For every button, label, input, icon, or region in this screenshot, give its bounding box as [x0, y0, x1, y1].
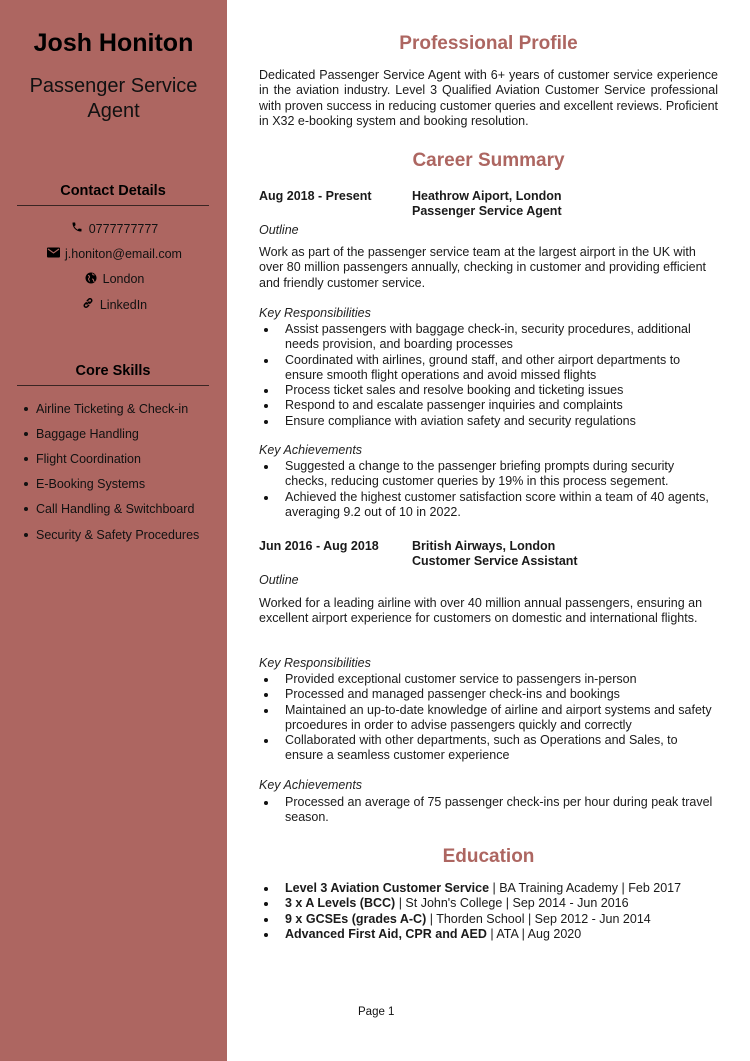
- education-list: [259, 881, 718, 942]
- education-item: [259, 881, 718, 896]
- envelope-icon: [45, 247, 61, 261]
- contact-list: [0, 216, 227, 317]
- profile-text: Dedicated Passenger Service Agent with 6+ years of customer service experience in the aviation industry. Level 3 Qualified Aviation Customer Service professional with proven success in reducing customer queries and excellent reviews. Proficient in X32 e-booking system and booking resolution.: [259, 68, 718, 128]
- page-number: Page 1: [358, 1006, 395, 1018]
- outline-label: Outline: [259, 573, 299, 587]
- skill-item: E-Booking Systems: [24, 472, 224, 497]
- sidebar: [0, 0, 227, 1061]
- job-header: [259, 539, 718, 570]
- skills-heading: Core Skills: [17, 363, 209, 386]
- list-item: Processed and managed passenger check-ins and bookings: [259, 687, 718, 702]
- contact-phone: [0, 216, 227, 241]
- contact-linkedin-text: LinkedIn: [99, 297, 148, 312]
- globe-icon: [83, 272, 99, 287]
- job-employer: Heathrow Aiport, London: [412, 189, 562, 203]
- list-item: Processed an average of 75 passenger check-ins per hour during peak travel season.: [259, 795, 718, 826]
- education-qualification: Level 3 Aviation Customer Service: [285, 881, 490, 895]
- contact-phone-text: 0777777777: [88, 221, 159, 236]
- outline-label: Outline: [259, 223, 299, 237]
- education-qualification: 9 x GCSEs (grades A-C): [285, 911, 427, 926]
- education-qualification: Advanced First Aid, CPR and AED: [285, 926, 487, 941]
- contact-location: [0, 267, 227, 292]
- achievements-list: [259, 795, 718, 826]
- list-item: Achieved the highest customer satisfaction score within a team of 40 agents, averaging 9.2 out of 10 in 2022.: [259, 490, 718, 521]
- education-qualification: 3 x A Levels (BCC): [285, 896, 396, 911]
- list-item: Assist passengers with baggage check-in, security procedures, additional needs provision, and boarding processes: [259, 322, 718, 353]
- responsibilities-label: Key Responsibilities: [259, 306, 371, 320]
- list-item: Collaborated with other departments, such as Operations and Sales, to ensure a seamless customer experience: [259, 733, 718, 764]
- education-details: | St John's College | Sep 2014 - Jun 2016: [395, 896, 629, 911]
- contact-location-text: London: [102, 272, 145, 287]
- job-dates: Aug 2018 - Present: [259, 189, 372, 203]
- link-icon: [80, 297, 96, 312]
- education-item: [259, 927, 718, 942]
- education-details: | ATA | Aug 2020: [486, 926, 582, 941]
- achievements-list: [259, 459, 718, 520]
- job-employer: British Airways, London: [412, 539, 556, 553]
- candidate-role: Passenger Service Agent: [29, 75, 198, 122]
- contact-heading: Contact Details: [17, 183, 209, 206]
- education-item: [259, 912, 718, 927]
- contact-email[interactable]: [0, 241, 227, 266]
- list-item: Suggested a change to the passenger briefing prompts during security checks, reducing customer queries by 19% in this process segement.: [259, 459, 718, 490]
- achievements-label: Key Achievements: [259, 778, 363, 792]
- list-item: Process ticket sales and resolve booking and ticketing issues: [259, 383, 718, 398]
- job-position: Customer Service Assistant: [412, 554, 578, 569]
- achievements-label: Key Achievements: [259, 443, 363, 457]
- list-item: Respond to and escalate passenger inquiries and complaints: [259, 398, 718, 413]
- list-item: Maintained an up-to-date knowledge of airline and airport systems and safety prcoedures in order to advise passengers quickly and correctly: [259, 703, 718, 734]
- skill-item: Baggage Handling: [24, 421, 224, 446]
- contact-linkedin[interactable]: [0, 292, 227, 317]
- job-position: Passenger Service Agent: [412, 204, 562, 219]
- skill-item: Airline Ticketing & Check-in: [24, 396, 224, 421]
- job-dates: Jun 2016 - Aug 2018: [259, 539, 379, 553]
- education-title: Education: [442, 846, 535, 867]
- education-details: | Thorden School | Sep 2012 - Jun 2014: [426, 911, 651, 926]
- list-item: Ensure compliance with aviation safety and security regulations: [259, 414, 718, 429]
- list-item: Provided exceptional customer service to passengers in-person: [259, 672, 718, 687]
- skill-item: Call Handling & Switchboard: [24, 497, 224, 522]
- education-details: | BA Training Academy | Feb 2017: [489, 881, 682, 895]
- responsibilities-list: [259, 322, 718, 429]
- job-header: [259, 189, 718, 220]
- career-title: Career Summary: [412, 150, 565, 171]
- education-item: [259, 896, 718, 911]
- candidate-name: Josh Honiton: [33, 29, 194, 57]
- list-item: Coordinated with airlines, ground staff, and other airport departments to ensure smooth flight operations and avoid missed flights: [259, 353, 718, 384]
- phone-icon: [69, 221, 85, 236]
- contact-email-text: j.honiton@email.com: [65, 246, 182, 261]
- job-outline: Worked for a leading airline with over 40 million annual passengers, ensuring an excellent airport experience for customers on domestic and international flights.: [259, 596, 703, 626]
- skill-item: Flight Coordination: [24, 446, 224, 471]
- skills-list: [24, 396, 224, 547]
- responsibilities-list: [259, 672, 718, 764]
- profile-title: Professional Profile: [399, 33, 578, 54]
- job-outline: Work as part of the passenger service team at the largest airport in the UK with over 80 million passengers annually, checking in customer and providing efficient and friendly customer service.: [259, 245, 707, 290]
- skill-item: Security & Safety Procedures: [24, 522, 224, 547]
- responsibilities-label: Key Responsibilities: [259, 656, 371, 670]
